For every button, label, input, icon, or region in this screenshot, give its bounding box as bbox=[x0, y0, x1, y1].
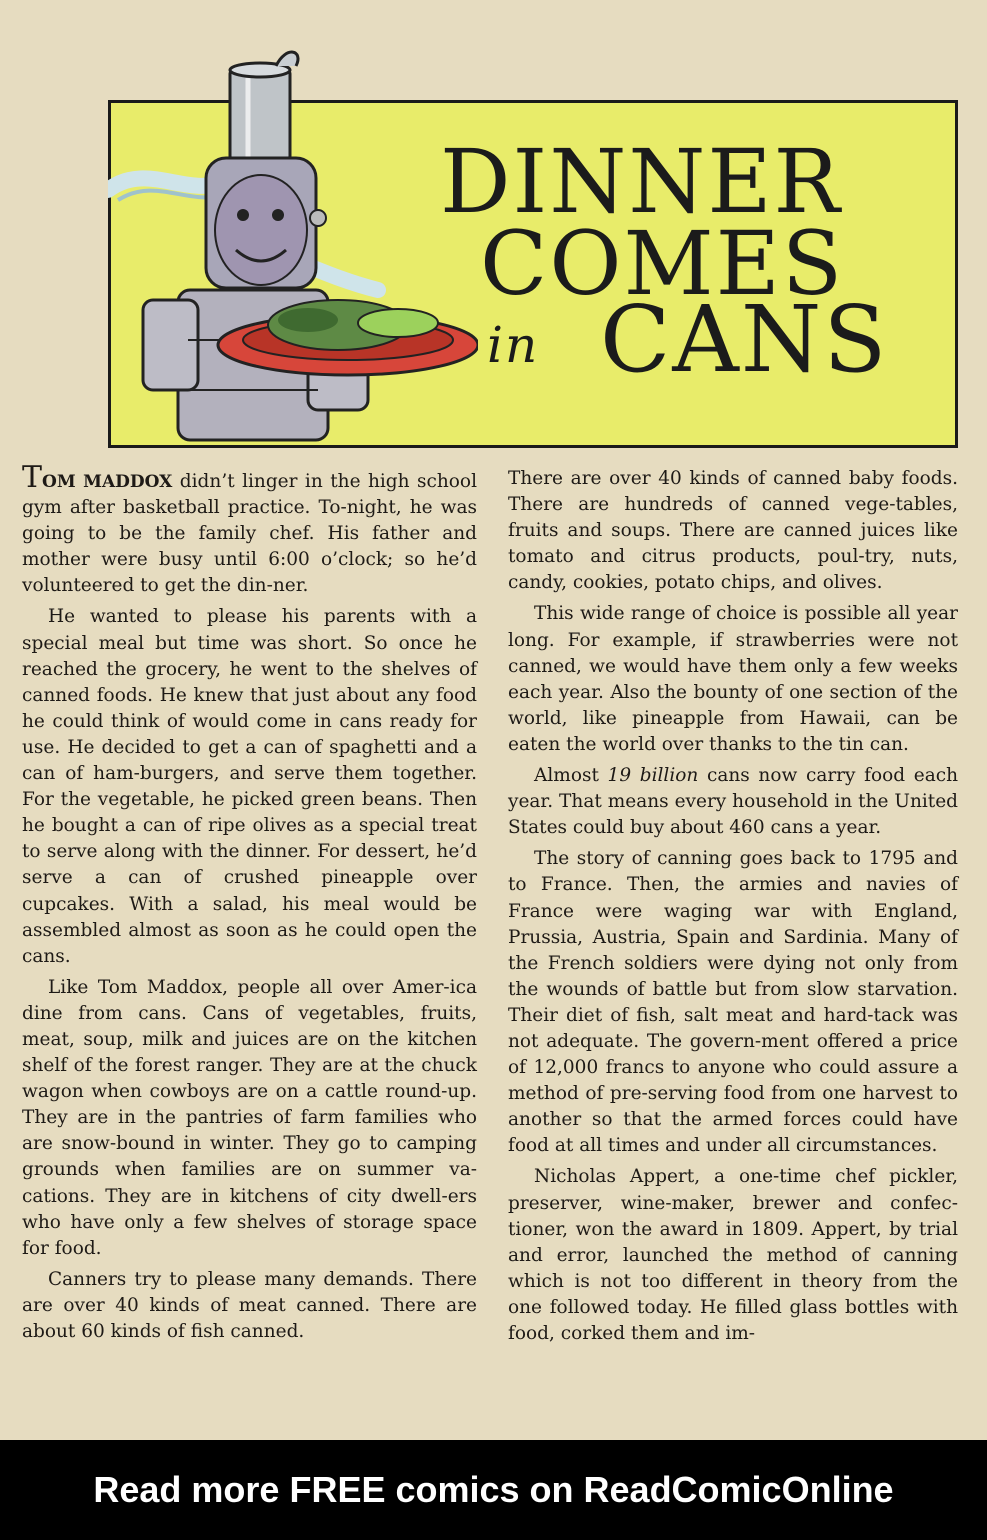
title-comes: COMES bbox=[480, 212, 845, 315]
paragraph-text: Almost bbox=[534, 765, 608, 787]
paragraph: Canners try to please many demands. There are over 40 kinds of meat canned. There are about 60 kinds of fish canned. bbox=[22, 1268, 477, 1342]
title-dinner: DINNER bbox=[440, 130, 842, 233]
promo-footer bbox=[0, 1440, 987, 1540]
paragraph-text: didn’t linger in the high school gym after basketball practice. To-night, he was going to be the family chef. His father and mother were busy until 6:00 o’clock; so he’d volunteered to get the din-ner. bbox=[22, 471, 477, 597]
lead-name: OM MADDOX bbox=[42, 472, 173, 492]
article-column-left bbox=[22, 460, 477, 1350]
emphasis-text: 19 billion bbox=[607, 765, 699, 787]
paragraph: This wide range of choice is possible all year long. For example, if strawberries were not canned, we would have them only a few weeks each year. Also the bounty of one section of the world, like pineapple from Hawaii, can be eaten the world over thanks to the tin can. bbox=[508, 603, 958, 755]
title-cans: CANS bbox=[600, 286, 889, 393]
title-in: in bbox=[487, 316, 540, 374]
robot-chef-icon bbox=[108, 40, 478, 448]
paragraph: The story of canning goes back to 1795 and to France. Then, the armies and navies of France were waging war with England, Prussia, Austria, Spain and Sardinia. Many of the French soldiers were dying not only from the wounds of battle but from slow starvation. Their diet of fish, salt meat and hard-tack was not adequate. The govern-ment offered a price of 12,000 francs to anyone who could assure a method of pre-serving food from one harvest to another so that the armed forces could have food at all times and under all circumstances. bbox=[508, 848, 958, 1157]
paragraph: He wanted to please his parents with a special meal but time was short. So once he reached the grocery, he went to the shelves of canned foods. He knew that just about any food he could think of would come in cans ready for use. He decided to get a can of spaghetti and a can of ham-burgers, and serve them together. For the vegetable, he picked green beans. Then he bought a can of ripe olives as a special treat to serve along with the dinner. For dessert, he’d serve a can of crushed pineapple over cupcakes. With a salad, his meal would be assembled almost as soon as he could open the cans. bbox=[22, 606, 477, 967]
paragraph bbox=[508, 763, 958, 841]
article-column-right bbox=[508, 466, 958, 1352]
paragraph: There are over 40 kinds of canned baby foods. There are hundreds of canned vege-tables, fruits and soups. There are canned juices like tomato and citrus products, poul-try, nuts, candy, cookies, potato chips, and olives. bbox=[508, 468, 958, 594]
paragraph bbox=[22, 460, 477, 599]
promo-link-text[interactable]: Read more FREE comics on ReadComicOnline bbox=[93, 1469, 894, 1510]
paragraph-text: cans now carry food each year. That means every household in the United States could buy about 460 cans a year. bbox=[508, 765, 959, 839]
drop-cap: T bbox=[22, 460, 43, 495]
paragraph: Nicholas Appert, a one-time chef pickler, preserver, wine-maker, brewer and confec-tioner, won the award in 1809. Appert, by trial and error, launched the method of canning which is not too different in theory from the one followed today. He filled glass bottles with food, corked them and im- bbox=[508, 1166, 958, 1344]
paragraph: Like Tom Maddox, people all over Amer-ica dine from cans. Cans of vegetables, fruits, meat, soup, milk and juices are on the kitchen shelf of the forest ranger. They are at the chuck wagon when cowboys are on a cattle round-up. They are in the pantries of farm families who are snow-bound in winter. They go to camping grounds when families are on summer va-cations. They are in kitchens of city dwell-ers who have only a few shelves of storage space for food. bbox=[22, 976, 477, 1259]
